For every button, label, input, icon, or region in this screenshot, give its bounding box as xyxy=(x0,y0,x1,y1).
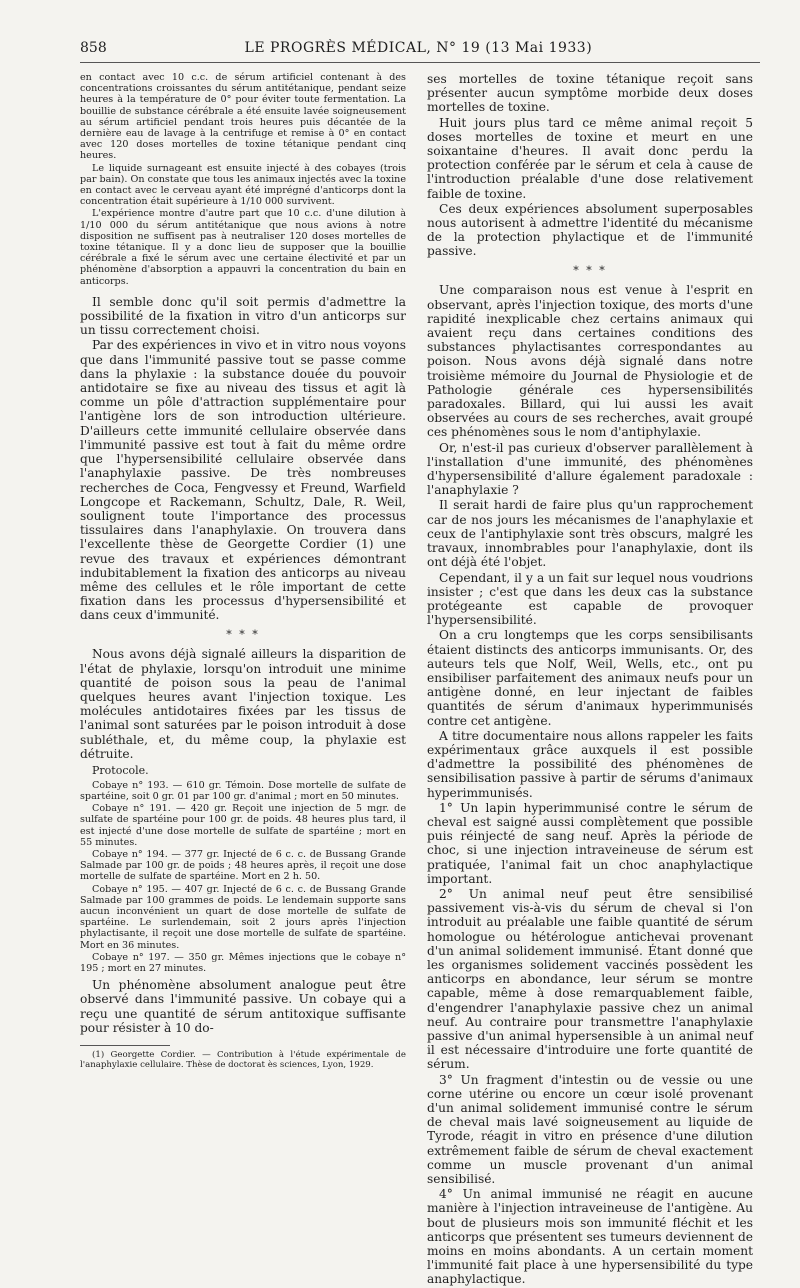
paragraph: Cependant, il y a un fait sur lequel nous voudrions insister ; c'est que dans les deux cas la substance protégeante est capable de provoquer l'hypersensibilité. xyxy=(427,570,753,628)
paragraph: On a cru longtemps que les corps sensibilisants étaient distincts des anticorps immunisants. Or, des auteurs tels que Nolf, Weil, Wells, etc., ont pu ensibiliser parfaitement des animaux neufs pour un antigène donné, en leur injectant de faibles quantités de sérum d'animaux hyperimmunisés contre cet antigène. xyxy=(427,628,753,728)
paragraph: 4° Un animal immunisé ne réagit en aucune manière à l'injection intraveineuse de l'antigène. Au bout de plusieurs mois son immunité fléchit et les anticorps que présentent ses tumeurs deviennent de moins en moins abondants. A un certain moment l'immunité fait place à une hypersensibilité du type anaphylactique. xyxy=(427,1187,753,1287)
paragraph: A titre documentaire nous allons rappeler les faits expérimentaux grâce auxquels il est possible d'admettre la possibilité des phénomènes de sensibilisation passive à partir de sérums d'animaux hyperimmunisés. xyxy=(427,728,753,800)
paragraph: L'expérience montre d'autre part que 10 c.c. d'une dilution à 1/10 000 du sérum antitétanique que nous avions à notre disposition ne suffisent pas à neutraliser 120 doses mortelles de toxine tétanique. Il y a donc lieu de supposer que la bouillie cérébrale a fixé le sérum avec une certaine électivité et par un phénomène d'absorption a appauvri la concentration du bain en anticorps. xyxy=(80,208,406,287)
protocol-entry: Cobaye n° 194. — 377 gr. Injecté de 6 c. c. de Bussang Grande Salmade par 100 gr. de poids ; 48 heures après, il reçoit une dose mortelle de sulfate de spartéine. Mort en 2 h. 50. xyxy=(80,848,406,883)
paragraph: 3° Un fragment d'intestin ou de vessie ou une corne utérine ou encore un cœur isolé provenant d'un animal solidement immunisé contre le sérum de cheval mais lavé soigneusement au liquide de Tyrode, réagit in vitro en présence d'une dilution extrêmement faible de sérum de cheval exactement comme un muscle provenant d'un animal sensibilisé. xyxy=(427,1072,753,1187)
section-separator: * * * xyxy=(226,627,260,641)
paragraph: en contact avec 10 c.c. de sérum artificiel contenant à des concentrations croissantes du sérum antitétanique, pendant seize heures à la température de 0° pour éviter toute fermentation. La bouillie de substance cérébrale a été ensuite lavée soigneusement au sérum artificiel pendant trois heures puis décantée de la dernière eau de lavage à la centrifuge et remise à 0° en contact avec 120 doses mortelles de toxine tétanique pendant cinq heures. xyxy=(80,72,406,162)
left-column xyxy=(80,72,406,1071)
page-number: 858 xyxy=(80,40,107,56)
footnote: (1) Georgette Cordier. — Contribution à l'étude expérimentale de l'anaphylaxie cellulaire. Thèse de doctorat ès sciences, Lyon, 1929. xyxy=(80,1050,406,1071)
paragraph: Huit jours plus tard ce même animal reçoit 5 doses mortelles de toxine et meurt en une soixantaine d'heures. Il avait donc perdu la protection conférée par le sérum et cela à cause de l'introduction préalable d'une dose relativement faible de toxine. xyxy=(427,115,753,201)
protocol-heading: Protocole. xyxy=(92,763,149,777)
protocol-entry: Cobaye n° 193. — 610 gr. Témoin. Dose mortelle de sulfate de spartéine, soit 0 gr. 01 par 100 gr. d'animal ; mort en 50 minutes. xyxy=(80,779,406,802)
paragraph: Le liquide surnageant est ensuite injecté à des cobayes (trois par bain). On constate que tous les animaux injectés avec la toxine en contact avec le cerveau ayant été imprégné d'anticorps dont la concentration était supérieure à 1/10 000 survivent. xyxy=(80,162,406,208)
paragraph: Nous avons déjà signalé ailleurs la disparition de l'état de phylaxie, lorsqu'on introduit une minime quantité de poison sous la peau de l'animal quelques heures avant l'injection toxique. Les molécules antidotaires fixées par les tissus de l'animal sont saturées par le poison introduit à dose subléthale, et, du même coup, la phylaxie est détruite. xyxy=(80,647,406,761)
paragraph: Ces deux expériences absolument superposables nous autorisent à admettre l'identité du mécanisme de la protection phylactique et de l'immunité passive. xyxy=(427,201,753,259)
section-separator: * * * xyxy=(573,263,607,277)
protocol-entry: Cobaye n° 195. — 407 gr. Injecté de 6 c. c. de Bussang Grande Salmade par 100 grammes de poids. Le lendemain supporte sans aucun inconvénient un quart de dose mortelle de sulfate de spartéine. Le surlendemain, soit 2 jours après l'injection phylactisante, il reçoit une dose mortelle de sulfate de spartéine. Mort en 36 minutes. xyxy=(80,883,406,951)
journal-title: LE PROGRÈS MÉDICAL, N° 19 (13 Mai 1933) xyxy=(244,40,593,56)
footnote-divider xyxy=(80,1045,170,1046)
paragraph: Il semble donc qu'il soit permis d'admettre la possibilité de la fixation in vitro d'un anticorps sur un tissu correctement choisi. xyxy=(80,294,406,338)
right-column xyxy=(427,72,753,1288)
paragraph: ses mortelles de toxine tétanique reçoit sans présenter aucun symptôme morbide deux doses mortelles de toxine. xyxy=(427,72,753,115)
paragraph: Or, n'est-il pas curieux d'observer parallèlement à l'installation d'une immunité, des phénomènes d'hypersensibilité d'allure également paradoxale : l'anaphylaxie ? xyxy=(427,440,753,498)
paragraph: Par des expériences in vivo et in vitro nous voyons que dans l'immunité passive tout se passe comme dans la phylaxie : la substance douée du pouvoir antidotaire se fixe au niveau des tissus et agit là comme un pôle d'attraction supplémentaire pour l'antigène lors de son introduction ultérieure. D'ailleurs cette immunité cellulaire observée dans l'immunité passive est tout à fait du même ordre que l'hypersensibilité cellulaire observée dans l'anaphylaxie passive. De très nombreuses recherches de Coca, Fengvessy et Freund, Warfield Longcope et Rackemann, Schultz, Dale, R. Weil, soulignent toute l'importance des processus tissulaires dans l'anaphylaxie. On trouvera dans l'excellente thèse de Georgette Cordier (1) une revue des travaux et expériences démontrant indubitablement la fixation des anticorps au niveau même des cellules et le rôle important de cette fixation dans les processus d'hypersensibilité et dans ceux d'immunité. xyxy=(80,338,406,623)
paragraph: Il serait hardi de faire plus qu'un rapprochement car de nos jours les mécanismes de l'anaphylaxie et ceux de l'antiphylaxie sont très obscurs, malgré les travaux, innombrables pour l'anaphylaxie, dont ils ont déjà été l'objet. xyxy=(427,498,753,570)
paragraph: 2° Un animal neuf peut être sensibilisé passivement vis-à-vis du sérum de cheval si l'on introduit au préalable une faible quantité de sérum homologue ou hétérologue antichevai provenant d'un animal solidement immunisé. Étant donné que les organismes solidement vaccinés possèdent les anticorps en abondance, leur sérum se montre capable, même à dose remarquablement faible, d'engendrer l'anaphylaxie passive chez un animal neuf. Au contraire pour transmettre l'anaphylaxie passive d'un animal hypersensible à un animal neuf il est nécessaire d'introduire une forte quantité de sérum. xyxy=(427,886,753,1072)
paragraph: Une comparaison nous est venue à l'esprit en observant, après l'injection toxique, des morts d'une rapidité inexplicable chez certains animaux qui avaient reçu dans certaines conditions des substances phylactisantes correspondantes au poison. Nous avons déjà signalé dans notre troisième mémoire du Journal de Physiologie et de Pathologie générale ces hypersensibilités paradoxales. Billard, qui lui aussi les avait observées au cours de ses recherches, avait groupé ces phénomènes sous le nom d'antiphylaxie. xyxy=(427,283,753,440)
paragraph: 1° Un lapin hyperimmunisé contre le sérum de cheval est saigné aussi complètement que possible puis réinjecté de sang neuf. Après la période de choc, si une injection intraveineuse de sérum est pratiquée, l'animal fait un choc anaphylactique important. xyxy=(427,800,753,886)
page-header xyxy=(80,40,760,63)
paragraph: Un phénomène absolument analogue peut être observé dans l'immunité passive. Un cobaye qui a reçu une quantité de sérum antitoxique suffisante pour résister à 10 do- xyxy=(80,978,406,1035)
protocol-entry: Cobaye n° 191. — 420 gr. Reçoit une injection de 5 mgr. de sulfate de spartéine pour 100 gr. de poids. 48 heures plus tard, il est injecté d'une dose mortelle de sulfate de spartéine ; mort en 55 minutes. xyxy=(80,803,406,848)
protocol-entry: Cobaye n° 197. — 350 gr. Mêmes injections que le cobaye n° 195 ; mort en 27 minutes. xyxy=(80,951,406,974)
